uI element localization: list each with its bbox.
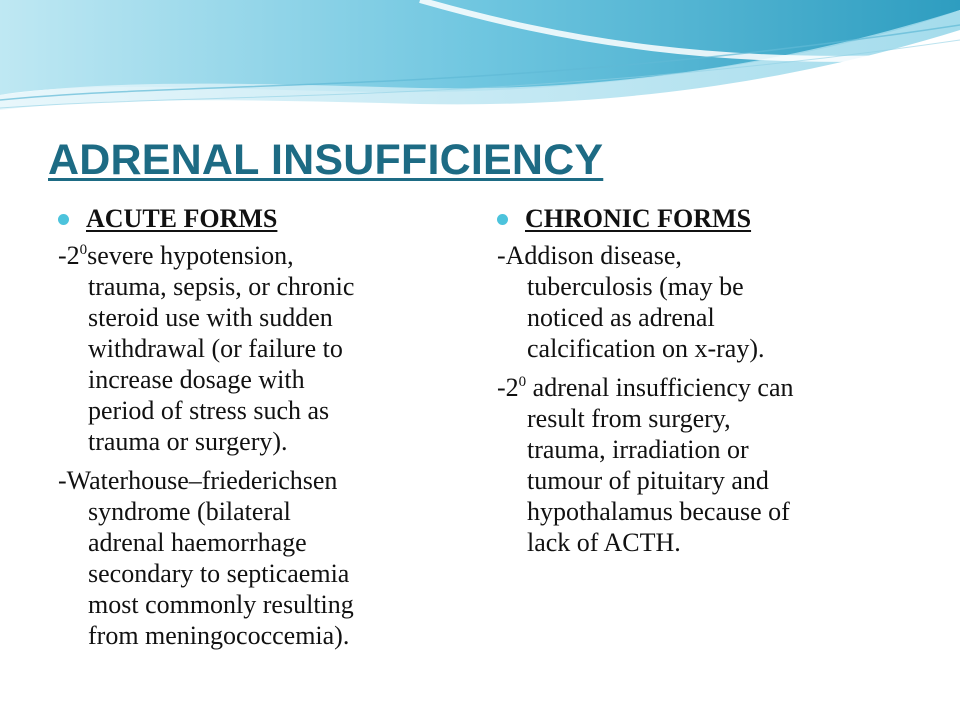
chronic-forms-column [497, 198, 897, 566]
acute-paragraph-2 [58, 465, 458, 651]
text-line: secondary to septicaemia [88, 559, 350, 588]
bullet-icon [58, 214, 69, 225]
text-prefix: -2 [497, 373, 519, 402]
text-line: period of stress such as [88, 396, 330, 425]
acute-paragraph-1 [58, 240, 458, 457]
text-line: most commonly resulting [88, 590, 354, 619]
decorative-wave-header [0, 0, 960, 130]
text-line: steroid use with sudden [88, 303, 333, 332]
chronic-paragraph-1 [497, 240, 897, 364]
text-line: severe hypotension, [87, 241, 294, 270]
text-line: tumour of pituitary and [527, 466, 769, 495]
text-line: withdrawal (or failure to [88, 334, 343, 363]
degree-superscript: 0 [79, 242, 88, 258]
text-line: result from surgery, [527, 404, 731, 433]
text-line: increase dosage with [88, 365, 305, 394]
chronic-forms-heading-row [497, 198, 897, 240]
text-line: calcification on x-ray). [527, 334, 765, 363]
text-line: hypothalamus because of [527, 497, 790, 526]
chronic-paragraph-2-first-line [497, 372, 897, 403]
text-line: syndrome (bilateral [88, 497, 291, 526]
text-line: noticed as adrenal [527, 303, 715, 332]
degree-superscript: 0 [518, 374, 527, 390]
text-line: tuberculosis (may be [527, 272, 744, 301]
bullet-icon [497, 214, 508, 225]
text-line: lack of ACTH. [527, 528, 681, 557]
acute-forms-heading-row [58, 198, 458, 240]
text-line: trauma or surgery). [88, 427, 288, 456]
text-line: trauma, irradiation or [527, 435, 749, 464]
text-line: from meningococcemia). [88, 621, 350, 650]
text-line: adrenal insufficiency can [526, 373, 794, 402]
acute-forms-heading: ACUTE FORMS [86, 204, 278, 233]
slide-title: ADRENAL INSUFFICIENCY [48, 136, 604, 184]
acute-paragraph-1-first-line [58, 240, 458, 271]
text-line: trauma, sepsis, or chronic [88, 272, 355, 301]
acute-forms-column [58, 198, 458, 659]
text-line: adrenal haemorrhage [88, 528, 307, 557]
text-line: -Addison disease, [497, 241, 682, 270]
text-line: -Waterhouse–friederichsen [58, 466, 338, 495]
chronic-paragraph-2 [497, 372, 897, 558]
text-prefix: -2 [58, 241, 80, 270]
chronic-forms-heading: CHRONIC FORMS [525, 204, 752, 233]
